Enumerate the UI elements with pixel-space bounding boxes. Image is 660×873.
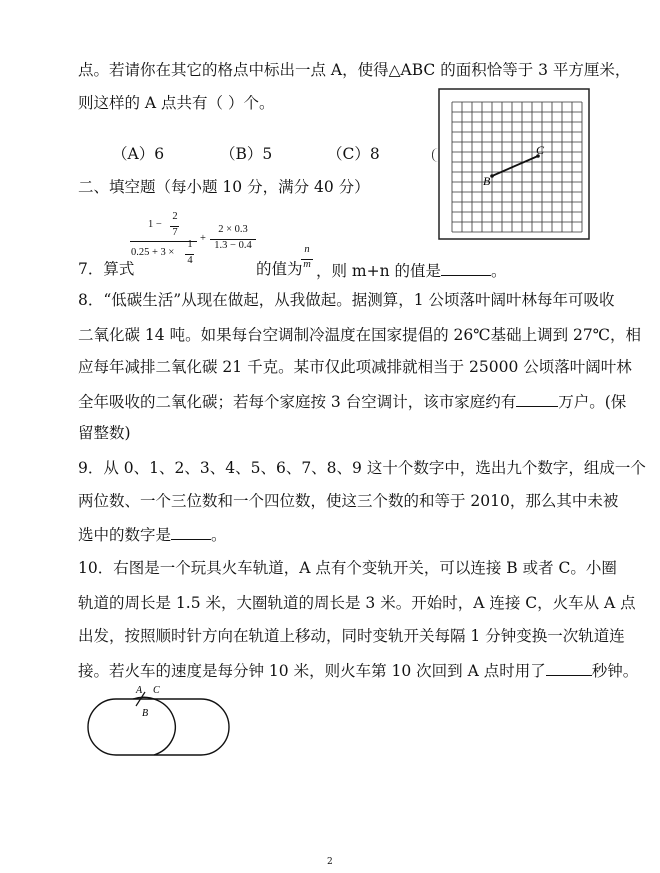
track-svg [76,683,236,763]
q10-answer-blank[interactable] [546,659,592,676]
label-b: B [142,708,149,719]
grid-svg [438,88,590,240]
q7-suffix [316,259,507,281]
q6-option-c: （C）8 [327,145,380,163]
q6-option-b: （B）5 [220,145,273,163]
q10-line-4 [78,659,638,681]
nm-denominator: m [303,259,311,270]
q8-line-4-text: 全年吸收的二氧化碳；若每个家庭按 3 台空调计，该市家庭约有 [78,393,517,411]
section-heading: 二、填空题（每小题 10 分，满分 40 分） [78,178,370,196]
frac1-numerator [148,219,162,230]
frac1-den-small-bot: 4 [187,255,193,266]
q7-end: 。 [491,262,507,280]
q6-line-2: 则这样的 A 点共有（ ）个。 [78,94,275,112]
q7-expression [128,210,258,274]
q10-line-2: 轨道的周长是 1.5 米，大圈轨道的周长是 3 米。开始时，A 连接 C，火车从 A 点 [78,594,636,612]
q10-line-4-text: 接。若火车的速度是每分钟 10 米，则火车第 10 次回到 A 点时用了 [78,662,546,680]
small-loop-curve [133,697,175,755]
q8-line-4 [78,390,626,412]
q7-middle: 的值为 [256,260,303,278]
plus-sign: + [200,233,206,244]
q10-line-1: 10．右图是一个玩具火车轨道，A 点有个变轨开关，可以连接 B 或者 C。小圈 [78,559,617,577]
grid-figure [438,88,590,240]
frac2-numerator: 2 × 0.3 [218,224,248,235]
page-number: 2 [327,857,333,867]
track-figure [76,683,236,763]
frac1-denominator: 0.25 + 3 × [131,247,175,258]
q6-line-1: 点。若请你在其它的格点中标出一点 A，使得△ABC 的面积恰等于 3 平方厘米， [78,61,631,79]
q8-line-4-end: 万户。(保 [558,393,627,411]
q8-line-3: 应每年减排二氧化碳 21 千克。某市仅此项减排就相当于 25000 公顷落叶阔叶林 [78,358,632,376]
q9-end: 。 [211,526,227,544]
q10-line-3: 出发，按照顺时针方向在轨道上移动，同时变轨开关每隔 1 分钟变换一次轨道连 [78,627,625,645]
q6-option-a: （A）6 [112,145,165,163]
point-b [490,174,494,178]
q9-line-2: 两位数、一个三位数和一个四位数，使这三个数的和等于 2010，那么其中未被 [78,492,619,510]
grid-frame [439,89,589,239]
frac1-num-small-bot: 7 [172,227,178,238]
q7-suffix-text: ，则 m+n 的值是 [316,262,442,280]
label-b: B [483,174,491,188]
label-c: C [536,143,545,157]
q9-line-3-text: 选中的数字是 [78,526,172,544]
q7-answer-blank[interactable] [441,259,491,276]
q8-answer-blank[interactable] [516,390,558,407]
q7-prefix: 7．算式 [78,260,135,278]
q9-line-3 [78,523,227,545]
q9-answer-blank[interactable] [171,523,211,540]
q8-line-2: 二氧化碳 14 吨。如果每台空调制冷温度在国家提倡的 26℃基础上调到 27℃，相 [78,326,642,344]
label-a: A [136,685,143,696]
nm-numerator: n [304,244,310,255]
frac1-den-small-top: 1 [187,239,193,250]
frac1-num-small-top: 2 [172,211,178,222]
frac2-denominator: 1.3 − 0.4 [214,240,252,251]
q8-line-1: 8．“低碳生活”从现在做起，从我做起。据测算，1 公顷落叶阔叶林每年可吸收 [78,291,615,309]
label-c: C [153,685,160,696]
q9-line-1: 9．从 0、1、2、3、4、5、6、7、8、9 这十个数字中，选出九个数字，组成一个 [78,459,646,477]
frac1-num-text: 1 − [148,219,162,230]
q10-line-4-end: 秒钟。 [591,662,639,680]
q8-line-5: 留整数) [78,424,131,442]
large-loop [88,699,229,755]
